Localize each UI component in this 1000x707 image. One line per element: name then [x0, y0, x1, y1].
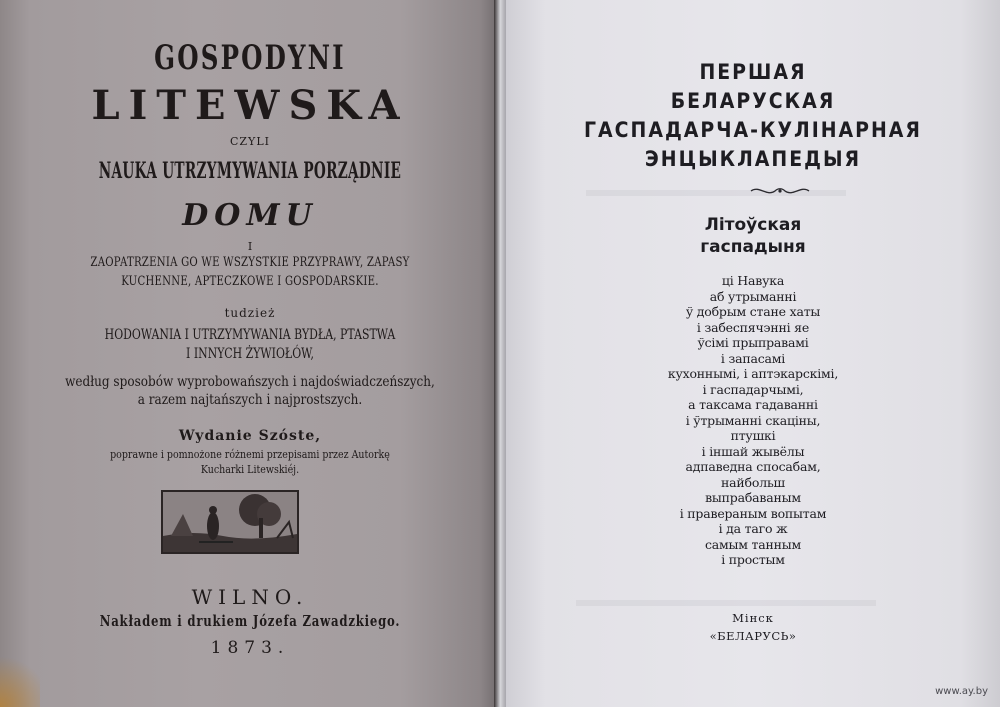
zaopatrzenia-line-1: ZAOPATRZENIA GO WE WSZYSTKIE PRZYPRAWY, ZAPASY — [90, 255, 410, 270]
city-minsk: Мінск — [732, 611, 774, 625]
heading-line-3: ГАСПАДАРЧА-КУЛІНАРНАЯ — [584, 118, 922, 142]
description-line: найбольш — [721, 474, 785, 490]
description-line: адпаведна спосабам, — [685, 459, 821, 474]
description-line: кухоннымі, і аптэкарскімі, — [667, 366, 839, 381]
watermark-text: www.ay.by — [935, 686, 988, 697]
year-1873: 1873. — [210, 638, 290, 658]
description-line: птушкі — [730, 428, 776, 443]
description-line: і гаспадарчымі, — [702, 381, 804, 397]
description-line: выпрабаваным — [705, 490, 801, 505]
subtitle-line-2: гаспадыня — [700, 237, 806, 257]
city-wilno: WILNO. — [191, 585, 309, 609]
description-line: ўсімі прыправамі — [697, 335, 809, 350]
description-line: і запасамі — [720, 350, 786, 366]
description-line: ці Навука — [721, 273, 785, 288]
right-page-belarusian-title — [506, 0, 1000, 707]
description-line: ў добрым стане хаты — [685, 304, 821, 319]
vignette-illustration — [163, 492, 297, 552]
title-litewska: LITEWSKA — [91, 82, 409, 129]
title-gospodyni: GOSPODYNI — [154, 38, 346, 78]
page-stain — [0, 647, 40, 707]
wedlug-line-1: według sposobów wyprobowańszych i najdoświadczeńszych, — [65, 374, 435, 390]
tudziez-text: tudzież — [224, 306, 276, 320]
nauka-line: NAUKA UTRZYMYWANIA PORZĄDNIE — [98, 158, 402, 184]
description-line: і праверaным вопытам — [679, 505, 827, 521]
description-line: і забеспячэнні яе — [696, 319, 810, 335]
heading-line-1: ПЕРШАЯ — [699, 60, 807, 84]
engraving-vignette — [161, 490, 299, 554]
subtitle-line-1: Літоўская — [704, 215, 802, 235]
description-line: аб утрыманні — [709, 288, 797, 304]
description-line: а таксама гадаванні — [688, 397, 818, 412]
conjunction-i: I — [247, 240, 253, 253]
description-line: і простым — [721, 552, 785, 567]
wedlug-line-2: a razem najtańszych i najprostszych. — [137, 392, 363, 408]
flourish-ornament-icon — [749, 183, 811, 199]
hodowania-line-1: HODOWANIA I UTRZYMYWANIA BYDŁA, PTASTWA — [104, 327, 396, 343]
domu-word: DOMU — [182, 198, 318, 233]
hodowania-line-2: I INNYCH ŻYWIOŁÓW, — [186, 346, 314, 362]
description-line: і ўтрыманні скаціны, — [685, 412, 821, 428]
publisher-name: «БЕЛАРУСЬ» — [709, 629, 797, 643]
description-line: і да таго ж — [718, 521, 788, 536]
poprawne-line-2: Kucharki Litewskiéj. — [200, 463, 300, 476]
show-through-text — [576, 600, 876, 606]
zaopatrzenia-line-2: KUCHENNE, APTECZKOWE I GOSPODARSKIE. — [121, 274, 379, 289]
printer-line: Nakładem i drukiem Józefa Zawadzkiego. — [99, 612, 401, 630]
poprawne-line-1: poprawne i pomnożone różnemi przepisami przez Autorkę — [110, 448, 390, 461]
description-line: самым танным — [704, 536, 802, 552]
edition-label: Wydanie Szóste, — [178, 428, 322, 444]
description-line: і іншай жывёлы — [701, 443, 805, 459]
heading-line-2: БЕЛАРУСКАЯ — [670, 89, 836, 113]
heading-line-4: ЭНЦЫКЛАПЕДЫЯ — [644, 147, 862, 171]
czyli-text: CZYLI — [230, 135, 270, 148]
